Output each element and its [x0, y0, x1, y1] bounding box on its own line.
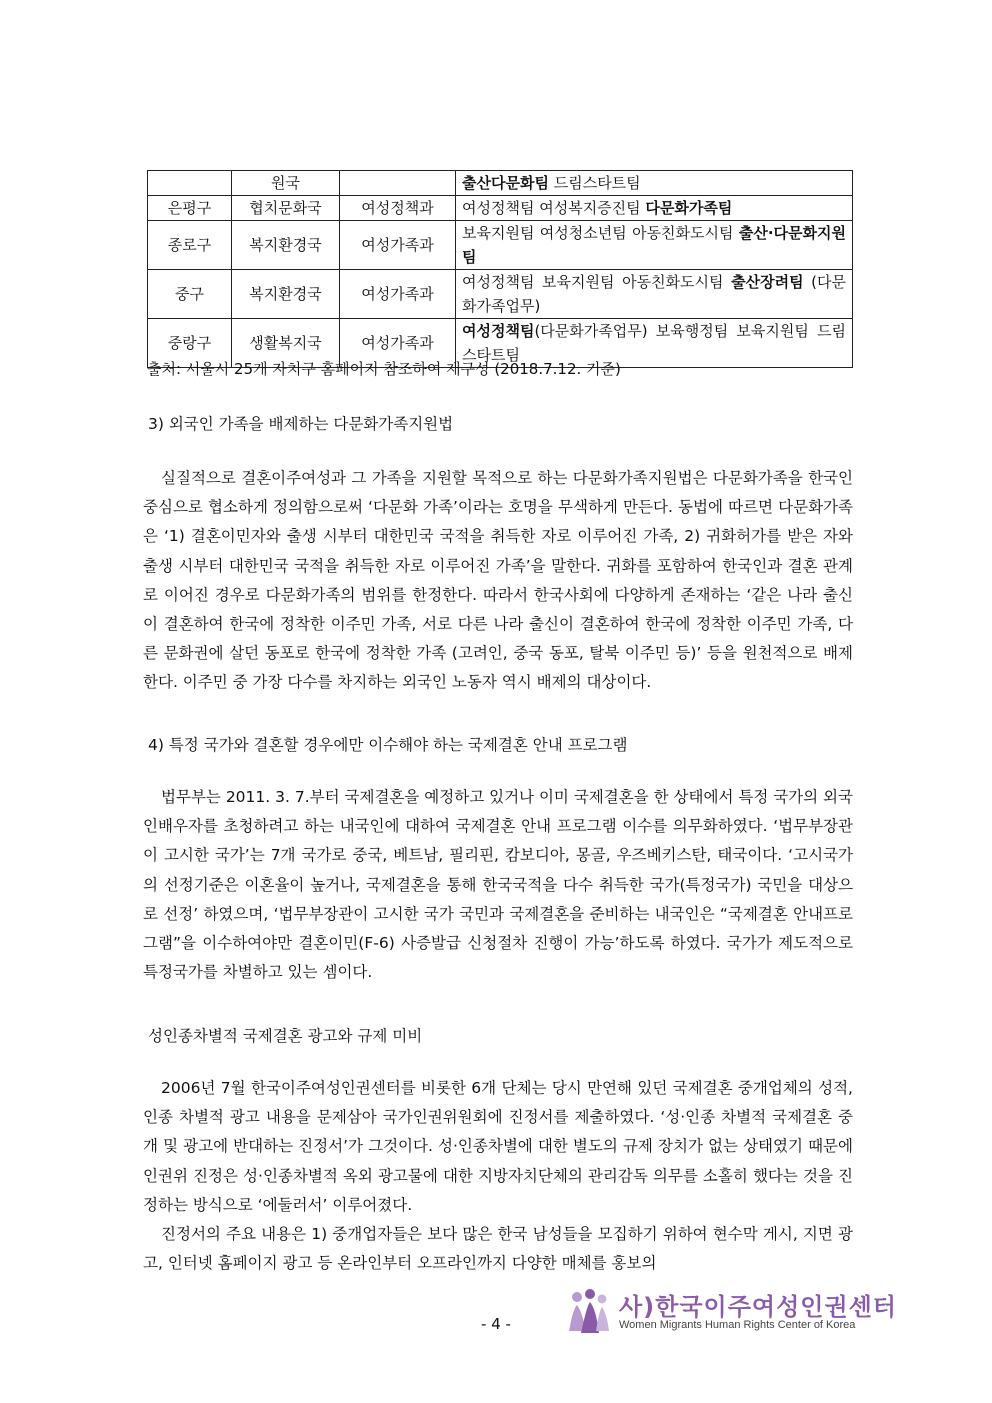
- district-org-table: [147, 170, 853, 368]
- team-text: 출산·다문화지원팀: [462, 224, 846, 266]
- cell-district: 중랑구: [148, 319, 232, 368]
- cell-division: [340, 171, 456, 196]
- team-text: 드림스타트팀: [548, 174, 641, 192]
- team-text: 다문화가족팀: [645, 199, 733, 217]
- cell-division: 여성가족과: [340, 319, 456, 368]
- cell-bureau: 생활복지국: [232, 319, 340, 368]
- cell-teams: [456, 196, 853, 221]
- paragraph: 실질적으로 결혼이주여성과 그 가족을 지원할 목적으로 하는 다문화가족지원법은 다문화가족을 한국인 중심으로 협소하게 정의함으로써 ‘다문화 가족’이라는 호명을 무색하게 만든다. 동법에 따르면 다문화가족은 ‘1) 결혼이민자와 출생 시부터 대한민국 국적을 취득한 자로 이루어진 가족, 2) 귀화허가를 받은 자와 출생 시부터 대한민국 국적을 취득한 자로 이루어진 가족’을 말한다. 귀화를 포함하여 한국인과 결혼 관계로 이어진 경우로 다문화가족의 범위를 한정한다. 따라서 한국사회에 다양하게 존재하는 ‘같은 나라 출신이 결혼하여 한국에 정착한 이주민 가족, 서로 다른 나라 출신이 결혼하여 한국에 정착한 이주민 가족, 다른 문화권에 살던 동포로 한국에 정착한 가족 (고려인, 중국 동포, 탈북 이주민 등)’ 등을 원천적으로 배제한다. 이주민 중 가장 다수를 차지하는 외국인 노동자 역시 배제의 대상이다.: [143, 469, 853, 692]
- cell-bureau: 원국: [232, 171, 340, 196]
- cell-teams: [456, 221, 853, 270]
- logo-korean-name: 사)한국이주여성인권센터: [619, 1293, 897, 1321]
- cell-district: 중구: [148, 270, 232, 319]
- cell-district: 은평구: [148, 196, 232, 221]
- section-4-heading: 4) 특정 국가와 결혼할 경우에만 이수해야 하는 국제결혼 안내 프로그램: [148, 736, 628, 754]
- figures-logo-icon: [563, 1287, 613, 1335]
- team-text: 보육지원팀 여성청소년팀 아동친화도시팀: [462, 224, 739, 242]
- team-text: 출산다문화팀: [462, 174, 549, 192]
- team-text: 여성정책팀: [462, 322, 535, 340]
- cell-teams: [456, 270, 853, 319]
- table-row: [148, 221, 853, 270]
- cell-teams: [456, 171, 853, 196]
- paragraph: 진정서의 주요 내용은 1) 중개업자들은 보다 많은 한국 남성들을 모집하기 위하여 현수막 게시, 지면 광고, 인터넷 홈페이지 광고 등 온라인부터 오프라인까지 다양한 매체를 홍보의: [143, 1225, 853, 1273]
- center-logo: [563, 1287, 897, 1339]
- paragraph: 법무부는 2011. 3. 7.부터 국제결혼을 예정하고 있거나 이미 국제결혼을 한 상태에서 특정 국가의 외국인배우자를 초청하려고 하는 내국인에 대하여 국제결혼 안내 프로그램 이수를 의무화하였다. ‘법무부장관이 고시한 국가’는 7개 국가로 중국, 베트남, 필리핀, 캄보디아, 몽골, 우즈베키스탄, 태국이다. ‘고시국가의 선정기준은 이혼율이 높거나, 국제결혼을 통해 한국국적을 다수 취득한 국가(특정국가) 국민을 대상으로 선정’ 하였으며, ‘법무부장관이 고시한 국가 국민과 국제결혼을 준비하는 내국인은 “국제결혼 안내프로그램”을 이수하여야만 결혼이민(F-6) 사증발급 신청절차 진행이 가능’하도록 하였다. 국가가 제도적으로 특정국가를 차별하고 있는 셈이다.: [143, 788, 854, 982]
- team-text: 출산장려팀: [731, 273, 804, 291]
- team-text: 여성정책팀 여성복지증진팀: [462, 199, 646, 217]
- section-4-body: [143, 783, 853, 987]
- section-3-body: [143, 464, 853, 698]
- section-5-body: [143, 1074, 853, 1278]
- page-number: - 4 -: [481, 1315, 511, 1333]
- logo-english-name: Women Migrants Human Rights Center of Korea: [619, 1319, 856, 1331]
- cell-bureau: 복지환경국: [232, 270, 340, 319]
- cell-bureau: 협치문화국: [232, 196, 340, 221]
- team-text: (다문화가족업무) 보육행정팀 보육지원팀 드림스타트팀: [462, 322, 846, 364]
- team-text: 여성정책팀 보육지원팀 아동친화도시팀: [462, 273, 732, 291]
- cell-division: 여성정책과: [340, 196, 456, 221]
- cell-division: 여성가족과: [340, 221, 456, 270]
- section-3-heading: 3) 외국인 가족을 배제하는 다문화가족지원법: [148, 415, 454, 433]
- cell-district: 종로구: [148, 221, 232, 270]
- table-row: [148, 270, 853, 319]
- section-5-heading: 성인종차별적 국제결혼 광고와 규제 미비: [148, 1027, 423, 1045]
- team-text: (다문화가족업무): [462, 273, 846, 315]
- cell-division: 여성가족과: [340, 270, 456, 319]
- cell-bureau: 복지환경국: [232, 221, 340, 270]
- table-source-note: 출처: 서울시 25개 자치구 홈페이지 참조하여 재구성 (2018.7.12. 기준): [147, 360, 621, 378]
- table-row: [148, 196, 853, 221]
- cell-district: [148, 171, 232, 196]
- paragraph: 2006년 7월 한국이주여성인권센터를 비롯한 6개 단체는 당시 만연해 있던 국제결혼 중개업체의 성적, 인종 차별적 광고 내용을 문제삼아 국가인권위원회에 진정서를 제출하였다. ‘성·인종 차별적 국제결혼 중개 및 광고에 반대하는 진정서’가 그것이다. 성·인종차별에 대한 별도의 규제 장치가 없는 상태였기 때문에 인권위 진정은 성·인종차별적 옥외 광고물에 대한 지방자치단체의 관리감독 의무를 소홀히 했다는 것을 진정하는 방식으로 ‘에둘러서’ 이루어졌다.: [143, 1079, 853, 1214]
- table-row: [148, 171, 853, 196]
